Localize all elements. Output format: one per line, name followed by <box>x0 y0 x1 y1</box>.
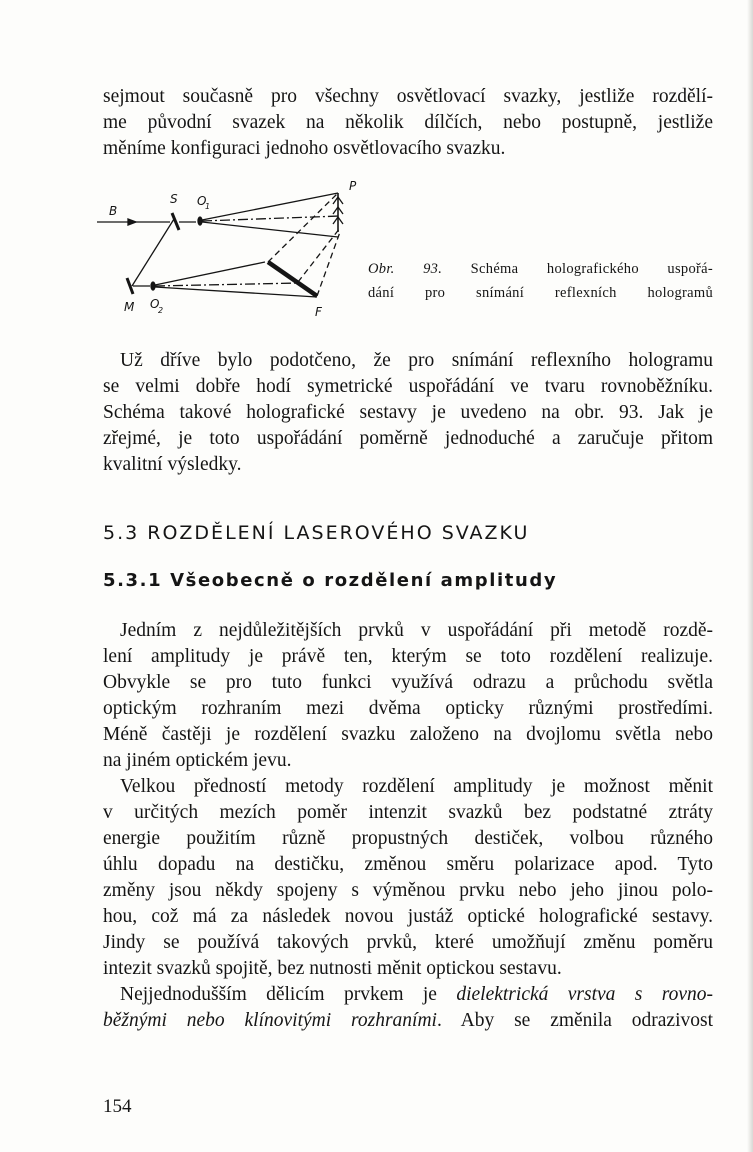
label-b: B <box>109 204 118 218</box>
text-line: optickým rozhraním mezi dvěma opticky různými prostředími. <box>103 698 713 719</box>
label-s: S <box>170 192 178 206</box>
label-o1: O <box>197 194 207 208</box>
text-line: změny jsou někdy spojeny s výměnou prvku nebo jeho jinou polo- <box>103 880 713 901</box>
label-o2-sub: 2 <box>158 306 164 315</box>
text-line: Obvykle se pro tuto funkci využívá odrazu a průchodu světla <box>103 672 713 693</box>
text-normal: Nejjednodušším dělicím prvkem je <box>120 984 457 1005</box>
beam-arrow-icon <box>128 219 136 225</box>
text-italic: dielektrická vrstva s rovno- <box>456 984 713 1005</box>
text-line: me původní svazek na několik dílčích, nebo postupně, jestliže <box>103 112 713 133</box>
text-line: v určitých mezích poměr intenzit svazků bez podstatné ztráty <box>103 802 713 823</box>
text-line: Už dříve bylo podotčeno, že pro snímání reflexního hologramu <box>120 350 713 371</box>
text-normal: . Aby se změnila odrazivost <box>436 1010 713 1031</box>
text-line: Méně častěji je rozdělení svazku založeno na dvojlomu světla nebo <box>103 724 713 745</box>
text-line: Jindy se používá takových prvků, které umožňují změnu poměru <box>103 932 713 953</box>
text-line: měníme konfiguraci jednoho osvětlovacího svazku. <box>103 138 506 159</box>
figure-caption-line <box>368 261 713 278</box>
text-line: energie použitím různě propustných destiček, volbou různého <box>103 828 713 849</box>
objective-o2 <box>151 282 155 290</box>
text-line: lení amplitudy je právě ten, kterým se toto rozdělení realizuje. <box>103 646 713 667</box>
text-line <box>103 983 713 1007</box>
text-line: kvalitní výsledky. <box>103 454 242 475</box>
label-o2: O <box>150 297 160 311</box>
label-f: F <box>315 305 322 319</box>
ray-top <box>202 193 338 220</box>
plate-f <box>268 262 317 296</box>
text-line: úhlu dopadu na destičku, změnou směru polarizace apod. Tyto <box>103 854 713 875</box>
text-line: na jiném optickém jevu. <box>103 750 292 771</box>
objective-o1 <box>198 217 202 225</box>
text-line: Jedním z nejdůležitějších prvků v uspořádání při metodě rozdě- <box>120 620 713 641</box>
figure-caption-line: dání pro snímání reflexních hologramů <box>368 285 713 301</box>
text-line: intezit svazků spojitě, bez nutnosti měnit optickou sestavu. <box>103 958 562 979</box>
text-line: hou, což má za následek novou justáž optické holografické sestavy. <box>103 906 713 927</box>
figure-label: Obr. 93. <box>368 261 443 277</box>
label-m: M <box>124 300 135 314</box>
text-line <box>103 1009 713 1033</box>
text-line: Schéma takové holografické sestavy je uvedeno na obr. 93. Jak je <box>103 402 713 423</box>
text-line: se velmi dobře hodí symetrické uspořádání ve tvaru rovnoběžníku. <box>103 376 713 397</box>
subsection-heading: 5.3.1 Všeobecně o rozdělení amplitudy <box>103 570 558 591</box>
text-line: Velkou předností metody rozdělení amplitudy je možnost měnit <box>120 776 713 797</box>
text-line: sejmout současně pro všechny osvětlovací svazky, jestliže rozdělí- <box>103 86 713 107</box>
label-p: P <box>349 179 357 193</box>
text-line: zřejmé, je toto uspořádání poměrně jednoduché a zaručuje přitom <box>103 428 713 449</box>
label-o1-sub: 1 <box>205 202 211 211</box>
ray-bottom <box>202 222 338 237</box>
caption-text: Schéma holografického uspořá- <box>470 261 713 277</box>
section-heading: 5.3 ROZDĚLENÍ LASEROVÉHO SVAZKU <box>103 522 530 544</box>
text-italic: běžnými nebo klínovitými rozhraními <box>103 1010 437 1031</box>
page-number: 154 <box>103 1096 132 1117</box>
beam-s-m <box>132 219 174 286</box>
